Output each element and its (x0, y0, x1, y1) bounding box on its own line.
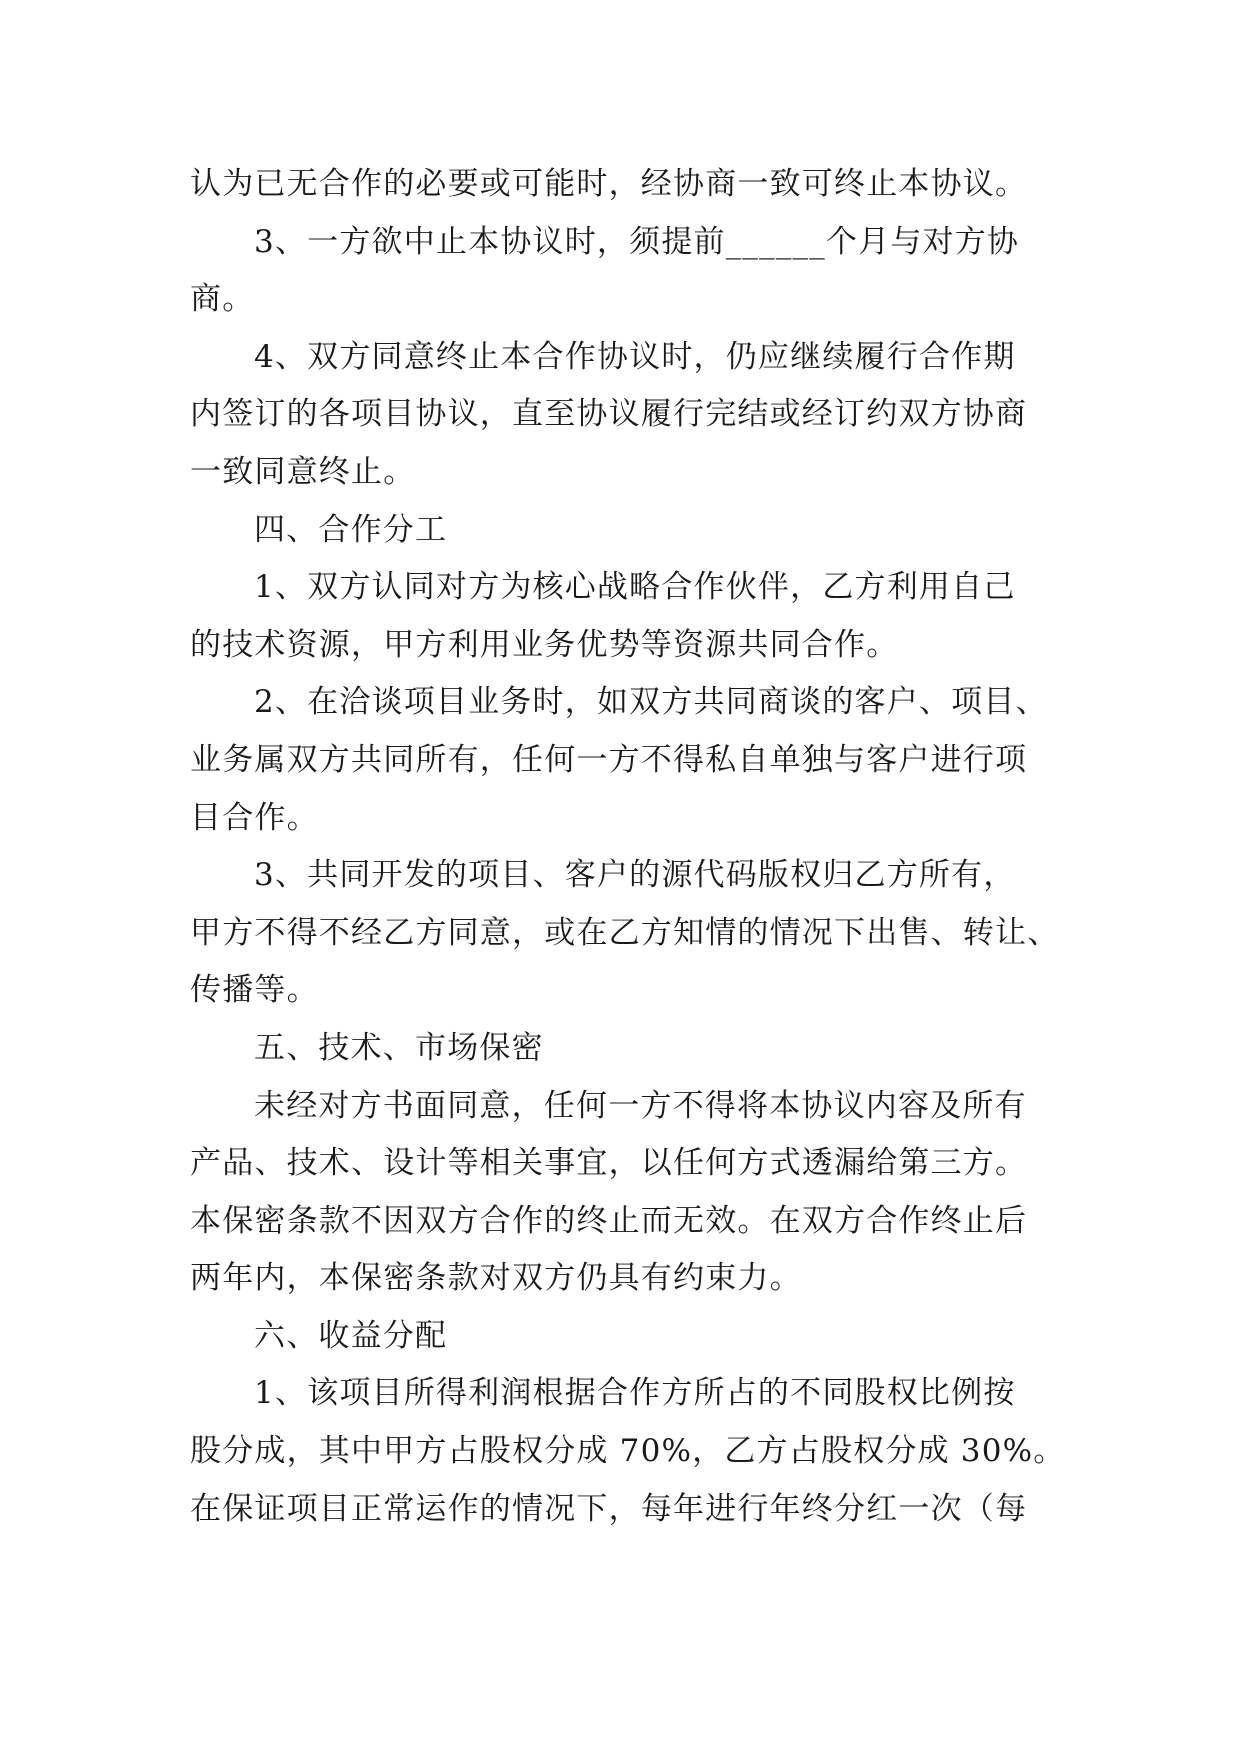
text-line: 目合作。 (190, 799, 319, 836)
text-line: 甲方不得不经乙方同意，或在乙方知情的情况下出售、转让、 (190, 914, 1060, 951)
text-line: 业务属双方共同所有，任何一方不得私自单独与客户进行项 (190, 741, 1028, 778)
text-line: 4、双方同意终止本合作协议时，仍应继续履行合作期 (254, 338, 1016, 375)
text-line: 两年内，本保密条款对双方仍具有约束力。 (190, 1260, 802, 1297)
text-line: 内签订的各项目协议，直至协议履行完结或经订约双方协商 (190, 396, 1028, 433)
text-line: 本保密条款不因双方合作的终止而无效。在双方合作终止后 (190, 1202, 1028, 1239)
text-line: 3、共同开发的项目、客户的源代码版权归乙方所有， (254, 857, 1016, 894)
text-line: 六、收益分配 (254, 1317, 448, 1354)
text-line: 商。 (190, 281, 255, 318)
document-body (190, 156, 1075, 1538)
text-line: 1、双方认同对方为核心战略合作伙伴，乙方利用自己 (254, 569, 1016, 606)
text-line: 的技术资源，甲方利用业务优势等资源共同合作。 (190, 626, 899, 663)
text-line: 传播等。 (190, 972, 319, 1009)
text-line: 未经对方书面同意，任何一方不得将本协议内容及所有 (254, 1087, 1027, 1124)
text-line: 3、一方欲中止本协议时，须提前______个月与对方协 (254, 223, 1020, 260)
text-line: 在保证项目正常运作的情况下，每年进行年终分红一次（每 (190, 1490, 1028, 1527)
text-line: 四、合作分工 (254, 511, 448, 548)
text-line: 2、在洽谈项目业务时，如双方共同商谈的客户、项目、 (254, 684, 1048, 721)
text-line: 1、该项目所得利润根据合作方所占的不同股权比例按 (254, 1375, 1016, 1412)
text-line: 认为已无合作的必要或可能时，经协商一致可终止本协议。 (190, 166, 1028, 202)
text-line: 产品、技术、设计等相关事宜，以任何方式透漏给第三方。 (190, 1145, 1028, 1182)
text-line: 股分成，其中甲方占股权分成 70%，乙方占股权分成 30%。 (190, 1433, 1066, 1470)
text-line: 五、技术、市场保密 (254, 1029, 544, 1066)
text-line: 一致同意终止。 (190, 453, 416, 490)
